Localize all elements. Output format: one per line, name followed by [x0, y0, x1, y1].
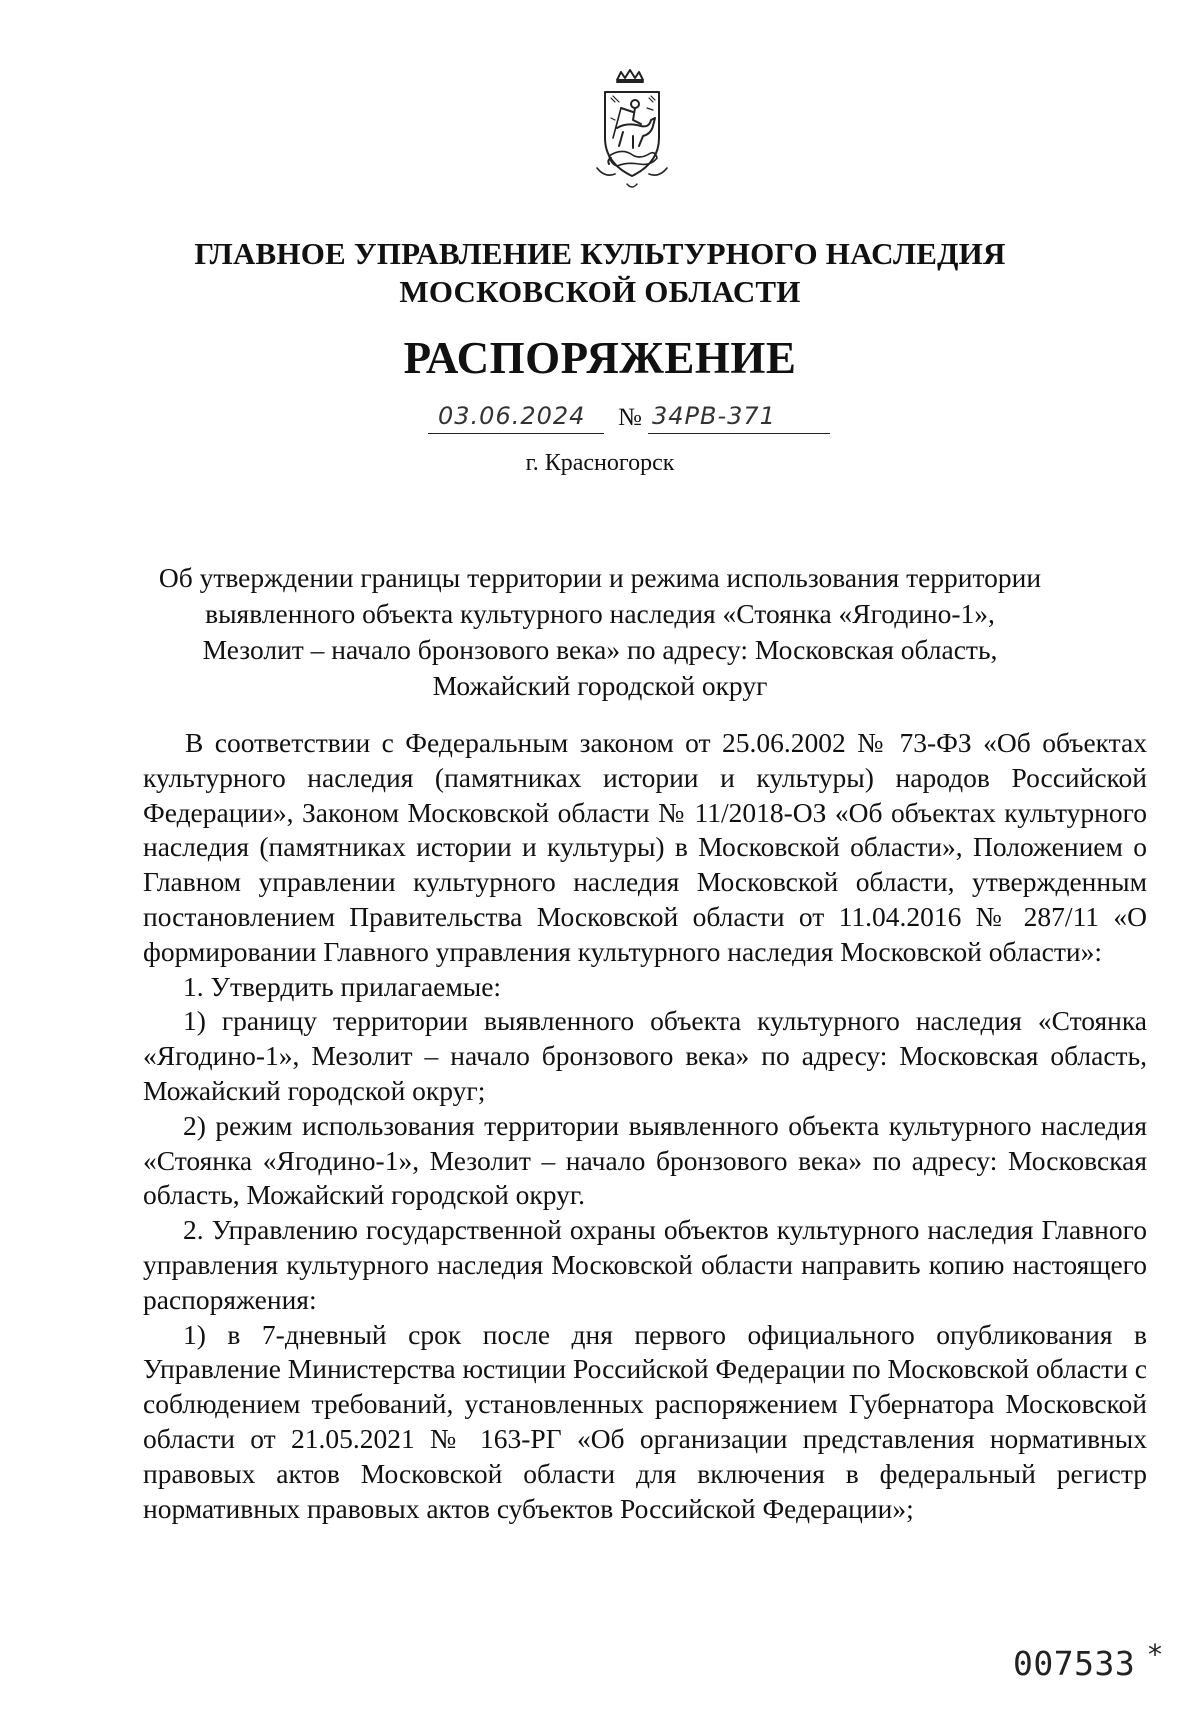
- form-serial-number: 007533: [1013, 1644, 1136, 1683]
- subject-line-4: Можайский городской округ: [432, 670, 768, 701]
- document-number: 34РВ-371: [652, 402, 776, 430]
- document-subject: [100, 560, 1100, 704]
- serial-asterisk: *: [1148, 1638, 1162, 1671]
- moscow-region-coat-of-arms-icon: [577, 68, 687, 198]
- document-body: [143, 726, 1147, 1526]
- organization-title-line-1: ГЛАВНОЕ УПРАВЛЕНИЕ КУЛЬТУРНОГО НАСЛЕДИЯ: [194, 236, 1006, 271]
- clause-2-item-1: 1) в 7-дневный срок после дня первого официального опубликования в Управление Министерства юстиции Российской Федерации по Московской области с соблюдением требований, установленных распоряжением Губернатора Московской области от 21.05.2021 № 163-РГ «Об организации представления нормативных правовых актов Московской области для включения в федеральный регистр нормативных правовых актов субъектов Российской Федерации»;: [143, 1318, 1147, 1524]
- date-number-line: [0, 398, 1200, 438]
- number-sign: №: [618, 404, 642, 431]
- subject-line-1: Об утверждении границы территории и режима использования территории: [158, 562, 1042, 593]
- city-of-issue: г. Красногорск: [525, 450, 675, 476]
- subject-line-2: выявленного объекта культурного наследия «Стоянка «Ягодино-1»,: [205, 598, 995, 629]
- clause-1-item-2: 2) режим использования территории выявленного объекта культурного наследия «Стоянка «Ягодино-1», Мезолит – начало бронзового века» по адресу: Московская область, Можайский городской округ.: [143, 1109, 1147, 1211]
- subject-line-3: Мезолит – начало бронзового века» по адресу: Московская область,: [202, 634, 998, 665]
- organization-title-line-2: МОСКОВСКОЙ ОБЛАСТИ: [399, 274, 801, 309]
- document-type-title: РАСПОРЯЖЕНИЕ: [403, 333, 797, 383]
- clause-2: 2. Управлению государственной охраны объектов культурного наследия Главного управления культурного наследия Московской области направить копию настоящего распоряжения:: [143, 1214, 1147, 1315]
- document-date: 03.06.2024: [438, 402, 586, 430]
- clause-1: 1. Утвердить прилагаемые:: [183, 970, 502, 1002]
- preamble-paragraph: В соответствии с Федеральным законом от 25.06.2002 № 73-ФЗ «Об объектах культурного наследия (памятниках истории и культуры) народов Российской Федерации», Законом Московской области № 11/2018-ОЗ «Об объектах культурного наследия (памятниках истории и культуры) в Московской области», Положением о Главном управлении культурного наследия Московской области, утвержденным постановлением Правительства Московской области от 11.04.2016 № 287/11 «О формировании Главного управления культурного наследия Московской области»:: [143, 727, 1147, 967]
- clause-1-item-1: 1) границу территории выявленного объекта культурного наследия «Стоянка «Ягодино-1», Мезолит – начало бронзового века» по адресу: Московская область, Можайский городской округ;: [143, 1005, 1147, 1106]
- date-underline: [428, 432, 604, 434]
- number-underline: [648, 432, 830, 434]
